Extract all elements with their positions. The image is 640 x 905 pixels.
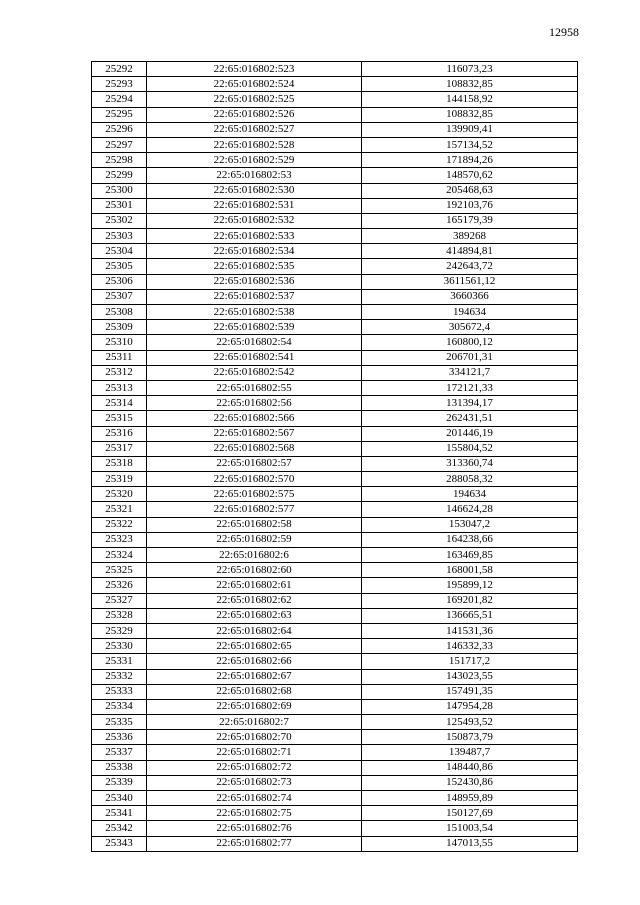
row-number-cell: 25312 — [92, 365, 147, 380]
table-row — [92, 137, 578, 152]
cadastral-number-cell: 22:65:016802:65 — [147, 639, 362, 654]
cadastral-value-cell: 3611561,12 — [362, 274, 578, 289]
cadastral-number-cell: 22:65:016802:533 — [147, 229, 362, 244]
row-number-cell: 25314 — [92, 396, 147, 411]
row-number-cell: 25332 — [92, 669, 147, 684]
row-number-cell: 25322 — [92, 517, 147, 532]
cadastral-number-cell: 22:65:016802:77 — [147, 836, 362, 851]
cadastral-value-cell: 148959,89 — [362, 791, 578, 806]
cadastral-number-cell: 22:65:016802:71 — [147, 745, 362, 760]
row-number-cell: 25309 — [92, 320, 147, 335]
table-row — [92, 289, 578, 304]
table-row — [92, 441, 578, 456]
table-row — [92, 168, 578, 183]
cadastral-number-cell: 22:65:016802:74 — [147, 791, 362, 806]
row-number-cell: 25294 — [92, 92, 147, 107]
row-number-cell: 25296 — [92, 122, 147, 137]
cadastral-number-cell: 22:65:016802:525 — [147, 92, 362, 107]
cadastral-value-cell: 148440,86 — [362, 760, 578, 775]
table-row — [92, 411, 578, 426]
cadastral-number-cell: 22:65:016802:534 — [147, 244, 362, 259]
row-number-cell: 25343 — [92, 836, 147, 851]
cadastral-value-cell: 141531,36 — [362, 623, 578, 638]
row-number-cell: 25318 — [92, 456, 147, 471]
table-row — [92, 456, 578, 471]
table-row — [92, 350, 578, 365]
table-row — [92, 563, 578, 578]
table-row — [92, 760, 578, 775]
row-number-cell: 25319 — [92, 472, 147, 487]
cadastral-value-cell: 151717,2 — [362, 654, 578, 669]
cadastral-number-cell: 22:65:016802:66 — [147, 654, 362, 669]
table-row — [92, 92, 578, 107]
cadastral-number-cell: 22:65:016802:57 — [147, 456, 362, 471]
table-row — [92, 593, 578, 608]
cadastral-number-cell: 22:65:016802:568 — [147, 441, 362, 456]
cadastral-number-cell: 22:65:016802:68 — [147, 684, 362, 699]
cadastral-value-cell: 194634 — [362, 487, 578, 502]
cadastral-number-cell: 22:65:016802:76 — [147, 821, 362, 836]
table-row — [92, 122, 578, 137]
row-number-cell: 25335 — [92, 715, 147, 730]
row-number-cell: 25324 — [92, 548, 147, 563]
cadastral-value-cell: 262431,51 — [362, 411, 578, 426]
cadastral-value-cell: 151003,54 — [362, 821, 578, 836]
row-number-cell: 25331 — [92, 654, 147, 669]
row-number-cell: 25304 — [92, 244, 147, 259]
cadastral-number-cell: 22:65:016802:73 — [147, 775, 362, 790]
cadastral-value-cell: 150873,79 — [362, 730, 578, 745]
cadastral-number-cell: 22:65:016802:528 — [147, 137, 362, 152]
row-number-cell: 25303 — [92, 229, 147, 244]
cadastral-number-cell: 22:65:016802:526 — [147, 107, 362, 122]
cadastral-value-cell: 171894,26 — [362, 153, 578, 168]
table-row — [92, 699, 578, 714]
row-number-cell: 25323 — [92, 532, 147, 547]
row-number-cell: 25317 — [92, 441, 147, 456]
table-row — [92, 259, 578, 274]
cadastral-number-cell: 22:65:016802:53 — [147, 168, 362, 183]
table-row — [92, 775, 578, 790]
table-row — [92, 745, 578, 760]
cadastral-number-cell: 22:65:016802:7 — [147, 715, 362, 730]
table-row — [92, 335, 578, 350]
table-row — [92, 821, 578, 836]
cadastral-value-cell: 108832,85 — [362, 107, 578, 122]
cadastral-value-cell: 169201,82 — [362, 593, 578, 608]
cadastral-value-cell: 131394,17 — [362, 396, 578, 411]
cadastral-number-cell: 22:65:016802:54 — [147, 335, 362, 350]
cadastral-value-cell: 116073,23 — [362, 62, 578, 77]
cadastral-value-cell: 139487,7 — [362, 745, 578, 760]
table-body — [92, 62, 578, 852]
cadastral-number-cell: 22:65:016802:58 — [147, 517, 362, 532]
cadastral-value-cell: 157134,52 — [362, 137, 578, 152]
table-row — [92, 107, 578, 122]
table-row — [92, 730, 578, 745]
table-row — [92, 715, 578, 730]
cadastral-value-cell: 139909,41 — [362, 122, 578, 137]
cadastral-number-cell: 22:65:016802:55 — [147, 380, 362, 395]
table-row — [92, 274, 578, 289]
cadastral-value-cell: 3660366 — [362, 289, 578, 304]
row-number-cell: 25340 — [92, 791, 147, 806]
cadastral-value-cell: 414894,81 — [362, 244, 578, 259]
cadastral-value-table — [91, 61, 578, 852]
table-row — [92, 578, 578, 593]
table-row — [92, 836, 578, 851]
cadastral-number-cell: 22:65:016802:567 — [147, 426, 362, 441]
table-row — [92, 305, 578, 320]
row-number-cell: 25295 — [92, 107, 147, 122]
cadastral-number-cell: 22:65:016802:63 — [147, 608, 362, 623]
table-row — [92, 244, 578, 259]
cadastral-number-cell: 22:65:016802:532 — [147, 213, 362, 228]
cadastral-number-cell: 22:65:016802:523 — [147, 62, 362, 77]
cadastral-value-cell: 157491,35 — [362, 684, 578, 699]
table-row — [92, 487, 578, 502]
cadastral-number-cell: 22:65:016802:69 — [147, 699, 362, 714]
page-number: 12958 — [549, 25, 579, 39]
cadastral-number-cell: 22:65:016802:75 — [147, 806, 362, 821]
row-number-cell: 25299 — [92, 168, 147, 183]
row-number-cell: 25330 — [92, 639, 147, 654]
row-number-cell: 25339 — [92, 775, 147, 790]
cadastral-number-cell: 22:65:016802:542 — [147, 365, 362, 380]
table-row — [92, 548, 578, 563]
cadastral-number-cell: 22:65:016802:531 — [147, 198, 362, 213]
row-number-cell: 25292 — [92, 62, 147, 77]
table-row — [92, 791, 578, 806]
cadastral-number-cell: 22:65:016802:536 — [147, 274, 362, 289]
row-number-cell: 25305 — [92, 259, 147, 274]
cadastral-value-cell: 160800,12 — [362, 335, 578, 350]
table-row — [92, 153, 578, 168]
table-row — [92, 198, 578, 213]
row-number-cell: 25301 — [92, 198, 147, 213]
cadastral-number-cell: 22:65:016802:535 — [147, 259, 362, 274]
cadastral-number-cell: 22:65:016802:566 — [147, 411, 362, 426]
table-row — [92, 472, 578, 487]
cadastral-number-cell: 22:65:016802:6 — [147, 548, 362, 563]
cadastral-value-cell: 147954,28 — [362, 699, 578, 714]
row-number-cell: 25325 — [92, 563, 147, 578]
row-number-cell: 25328 — [92, 608, 147, 623]
table-row — [92, 365, 578, 380]
row-number-cell: 25297 — [92, 137, 147, 152]
cadastral-value-cell: 334121,7 — [362, 365, 578, 380]
row-number-cell: 25334 — [92, 699, 147, 714]
table-row — [92, 608, 578, 623]
cadastral-number-cell: 22:65:016802:56 — [147, 396, 362, 411]
table-row — [92, 213, 578, 228]
row-number-cell: 25293 — [92, 77, 147, 92]
cadastral-number-cell: 22:65:016802:59 — [147, 532, 362, 547]
row-number-cell: 25338 — [92, 760, 147, 775]
cadastral-number-cell: 22:65:016802:527 — [147, 122, 362, 137]
cadastral-number-cell: 22:65:016802:530 — [147, 183, 362, 198]
row-number-cell: 25313 — [92, 380, 147, 395]
row-number-cell: 25341 — [92, 806, 147, 821]
table-row — [92, 396, 578, 411]
row-number-cell: 25320 — [92, 487, 147, 502]
cadastral-value-cell: 164238,66 — [362, 532, 578, 547]
cadastral-value-cell: 168001,58 — [362, 563, 578, 578]
row-number-cell: 25326 — [92, 578, 147, 593]
cadastral-number-cell: 22:65:016802:72 — [147, 760, 362, 775]
cadastral-number-cell: 22:65:016802:60 — [147, 563, 362, 578]
cadastral-value-cell: 125493,52 — [362, 715, 578, 730]
table-row — [92, 77, 578, 92]
cadastral-value-cell: 313360,74 — [362, 456, 578, 471]
cadastral-value-cell: 144158,92 — [362, 92, 578, 107]
row-number-cell: 25308 — [92, 305, 147, 320]
row-number-cell: 25300 — [92, 183, 147, 198]
cadastral-value-cell: 195899,12 — [362, 578, 578, 593]
table-row — [92, 62, 578, 77]
row-number-cell: 25298 — [92, 153, 147, 168]
cadastral-number-cell: 22:65:016802:541 — [147, 350, 362, 365]
row-number-cell: 25315 — [92, 411, 147, 426]
table-row — [92, 669, 578, 684]
cadastral-number-cell: 22:65:016802:577 — [147, 502, 362, 517]
cadastral-value-cell: 165179,39 — [362, 213, 578, 228]
cadastral-number-cell: 22:65:016802:524 — [147, 77, 362, 92]
row-number-cell: 25311 — [92, 350, 147, 365]
table-row — [92, 229, 578, 244]
cadastral-value-cell: 288058,32 — [362, 472, 578, 487]
table-row — [92, 684, 578, 699]
cadastral-number-cell: 22:65:016802:67 — [147, 669, 362, 684]
cadastral-value-cell: 147013,55 — [362, 836, 578, 851]
table-row — [92, 639, 578, 654]
cadastral-value-cell: 146624,28 — [362, 502, 578, 517]
table-row — [92, 517, 578, 532]
table-row — [92, 623, 578, 638]
cadastral-value-cell: 305672,4 — [362, 320, 578, 335]
table-row — [92, 426, 578, 441]
cadastral-value-cell: 206701,31 — [362, 350, 578, 365]
cadastral-number-cell: 22:65:016802:570 — [147, 472, 362, 487]
row-number-cell: 25333 — [92, 684, 147, 699]
cadastral-value-cell: 163469,85 — [362, 548, 578, 563]
cadastral-number-cell: 22:65:016802:538 — [147, 305, 362, 320]
cadastral-value-cell: 108832,85 — [362, 77, 578, 92]
table-row — [92, 806, 578, 821]
cadastral-value-cell: 242643,72 — [362, 259, 578, 274]
table-row — [92, 532, 578, 547]
table-row — [92, 380, 578, 395]
row-number-cell: 25306 — [92, 274, 147, 289]
cadastral-value-cell: 194634 — [362, 305, 578, 320]
cadastral-value-cell: 146332,33 — [362, 639, 578, 654]
cadastral-value-cell: 205468,63 — [362, 183, 578, 198]
row-number-cell: 25342 — [92, 821, 147, 836]
cadastral-value-cell: 150127,69 — [362, 806, 578, 821]
cadastral-value-cell: 153047,2 — [362, 517, 578, 532]
cadastral-value-cell: 148570,62 — [362, 168, 578, 183]
row-number-cell: 25316 — [92, 426, 147, 441]
cadastral-value-cell: 143023,55 — [362, 669, 578, 684]
row-number-cell: 25307 — [92, 289, 147, 304]
cadastral-number-cell: 22:65:016802:62 — [147, 593, 362, 608]
row-number-cell: 25337 — [92, 745, 147, 760]
cadastral-number-cell: 22:65:016802:539 — [147, 320, 362, 335]
row-number-cell: 25302 — [92, 213, 147, 228]
cadastral-number-cell: 22:65:016802:537 — [147, 289, 362, 304]
row-number-cell: 25336 — [92, 730, 147, 745]
cadastral-value-cell: 152430,86 — [362, 775, 578, 790]
cadastral-number-cell: 22:65:016802:70 — [147, 730, 362, 745]
row-number-cell: 25310 — [92, 335, 147, 350]
table-row — [92, 654, 578, 669]
table-row — [92, 320, 578, 335]
cadastral-number-cell: 22:65:016802:64 — [147, 623, 362, 638]
row-number-cell: 25321 — [92, 502, 147, 517]
cadastral-number-cell: 22:65:016802:61 — [147, 578, 362, 593]
cadastral-value-cell: 389268 — [362, 229, 578, 244]
row-number-cell: 25329 — [92, 623, 147, 638]
cadastral-value-cell: 192103,76 — [362, 198, 578, 213]
table-row — [92, 183, 578, 198]
cadastral-value-cell: 201446,19 — [362, 426, 578, 441]
cadastral-number-cell: 22:65:016802:529 — [147, 153, 362, 168]
table-row — [92, 502, 578, 517]
cadastral-value-cell: 172121,33 — [362, 380, 578, 395]
cadastral-number-cell: 22:65:016802:575 — [147, 487, 362, 502]
row-number-cell: 25327 — [92, 593, 147, 608]
cadastral-value-cell: 155804,52 — [362, 441, 578, 456]
cadastral-value-cell: 136665,51 — [362, 608, 578, 623]
